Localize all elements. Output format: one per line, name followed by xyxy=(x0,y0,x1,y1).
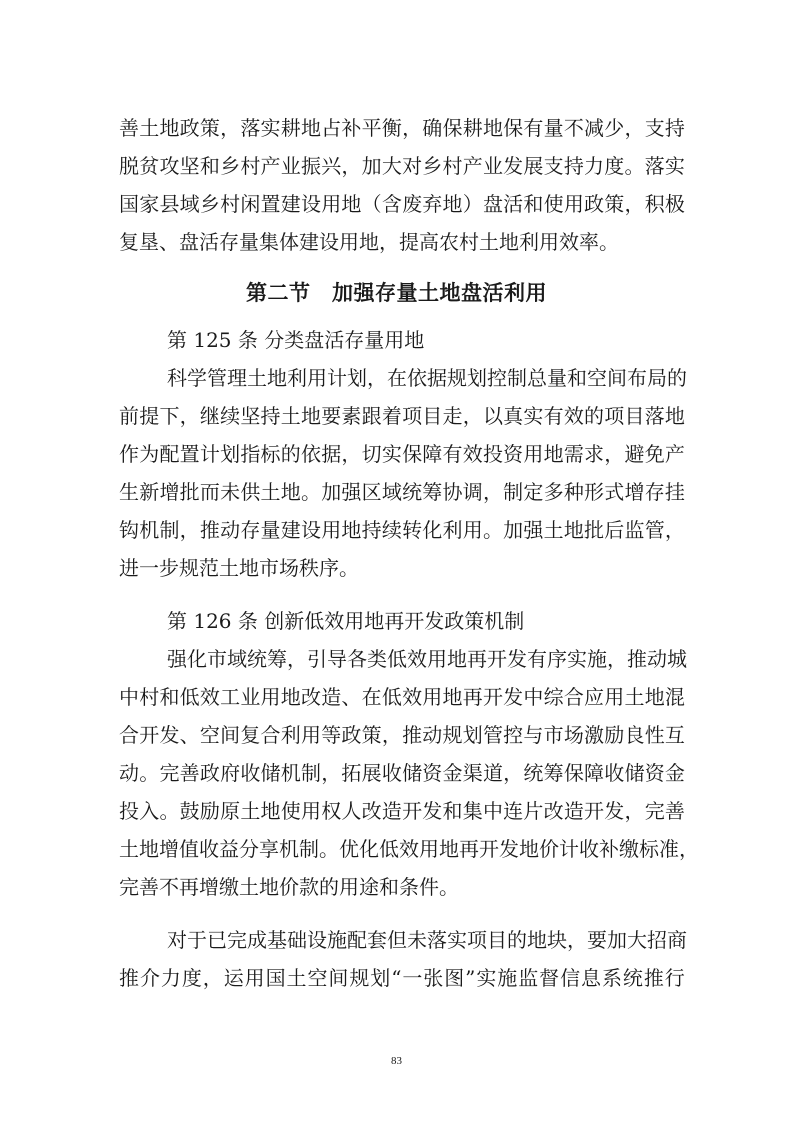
article-heading: 第 126 条 创新低效用地再开发政策机制 xyxy=(167,609,525,633)
paragraph-line: 复垦、盘活存量集体建设用地，提高农村土地利用效率。 xyxy=(119,230,619,254)
paragraph-line: 完善不再增缴土地价款的用途和条件。 xyxy=(119,875,459,899)
paragraph-line: 动 。 完 善 政 府 收 储 机 制 ， 拓 展 收 储 资 金 渠 道 ， 统 筹 保 障 收 储 资 金 xyxy=(119,761,685,785)
paragraph-line: 投 入 。 鼓 励 原 土 地 使 用 权 人 改 造 开 发 和 集 中 连 片 改 造 开 发 ， 完 善 xyxy=(119,799,685,823)
paragraph-line: 中 村 和 低 效 工 业 用 地 改 造 、 在 低 效 用 地 再 开 发 中 综 合 应 用 土 地 混 xyxy=(119,685,685,709)
paragraph-line: 土 地 增 值 收 益 分 享 机 制 。 优 化 低 效 用 地 再 开 发 地 价 计 收 补 缴 标 准 ， xyxy=(119,837,699,861)
paragraph-line: 钩 机 制 ， 推 动 存 量 建 设 用 地 持 续 转 化 利 用 。 加 强 土 地 批 后 监 管 ， xyxy=(119,518,685,542)
paragraph-line: 作 为 配 置 计 划 指 标 的 依 据 ， 切 实 保 障 有 效 投 资 用 地 需 求 ， 避 免 产 xyxy=(119,442,685,466)
paragraph-line: 生 新 增 批 而 未 供 土 地 。 加 强 区 域 统 筹 协 调 ， 制 定 多 种 形 式 增 存 挂 xyxy=(119,480,685,504)
paragraph-line: 国 家 县 域 乡 村 闲 置 建 设 用 地 （ 含 废 弃 地 ） 盘 活 和 使 用 政 策 ， 积 极 xyxy=(119,192,685,216)
paragraph-line: 进一步规范土地市场秩序。 xyxy=(119,556,359,580)
paragraph-line: 推 介 力 度 ， 运 用 国 土 空 间 规 划 “ 一 张 图 ” 实 施 监 督 信 息 系 统 推 行 xyxy=(119,966,685,990)
paragraph-line: 对 于 已 完 成 基 础 设 施 配 套 但 未 落 实 项 目 的 地 块 ， 要 加 大 招 商 xyxy=(167,928,687,952)
paragraph-line: 科 学 管 理 土 地 利 用 计 划 ， 在 依 据 规 划 控 制 总 量 和 空 间 布 局 的 xyxy=(167,366,687,390)
page-number: 83 xyxy=(391,1055,402,1067)
paragraph-line: 脱 贫 攻 坚 和 乡 村 产 业 振 兴 ， 加 大 对 乡 村 产 业 发 展 支 持 力 度 。 落 实 xyxy=(119,154,685,178)
paragraph-line: 强 化 市 域 统 筹 ， 引 导 各 类 低 效 用 地 再 开 发 有 序 实 施 ， 推 动 城 xyxy=(167,647,687,671)
paragraph-line: 善 土 地 政 策 ， 落 实 耕 地 占 补 平 衡 ， 确 保 耕 地 保 有 量 不 减 少 ， 支 持 xyxy=(119,116,685,140)
section-title: 第二节 加强存量土地盘活利用 xyxy=(246,281,547,305)
article-heading: 第 125 条 分类盘活存量用地 xyxy=(167,328,425,352)
paragraph-line: 合 开 发 、 空 间 复 合 利 用 等 政 策 ， 推 动 规 划 管 控 与 市 场 激 励 良 性 互 xyxy=(119,723,685,747)
paragraph-line: 前 提 下 ， 继 续 坚 持 土 地 要 素 跟 着 项 目 走 ， 以 真 实 有 效 的 项 目 落 地 xyxy=(119,404,685,428)
